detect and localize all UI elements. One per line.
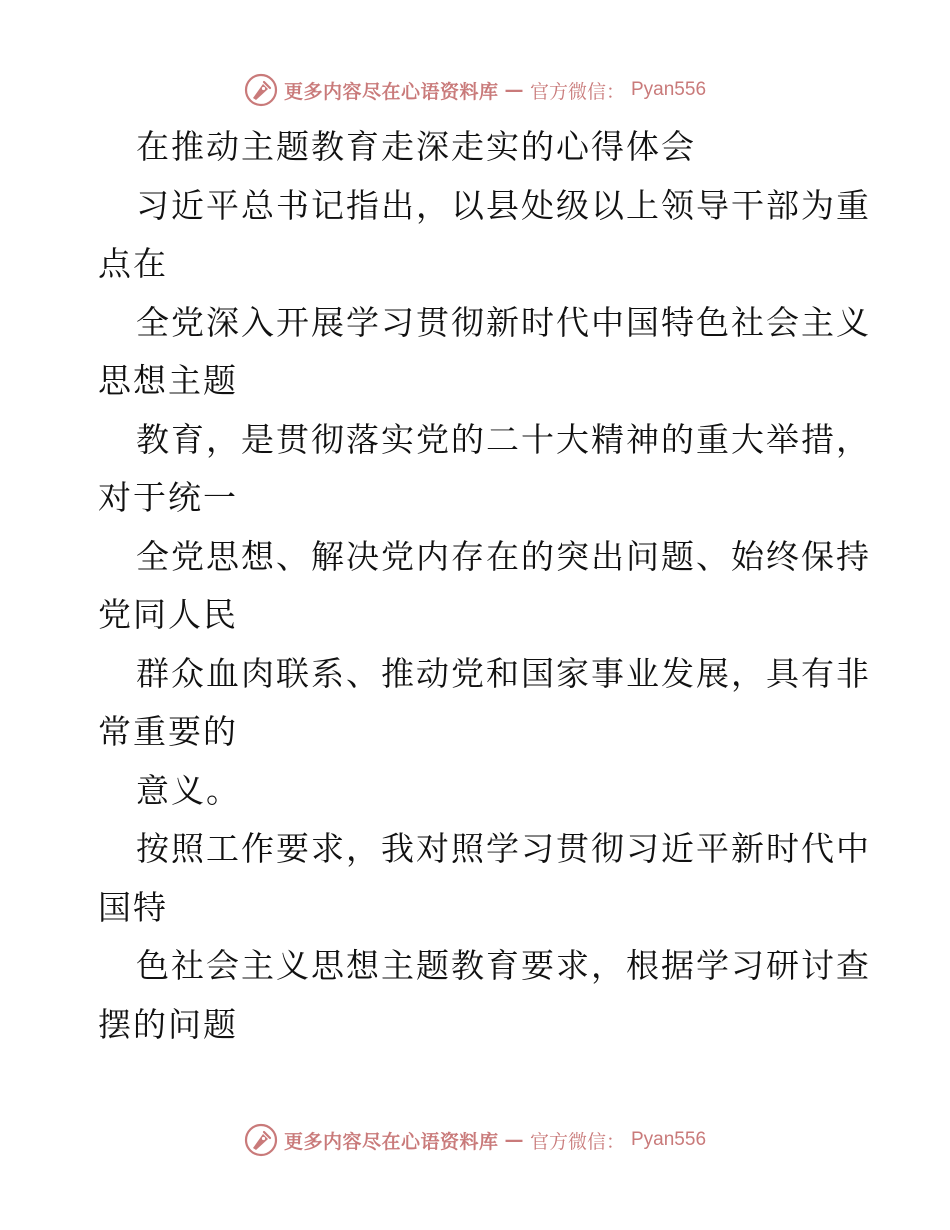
document-line: 色社会主义思想主题教育要求，根据学习研讨查: [136, 946, 871, 985]
document-line: 国特: [98, 887, 168, 927]
pen-nib-logo-icon: [244, 1123, 278, 1157]
document-line: 习近平总书记指出，以县处级以上领导干部为重: [136, 185, 871, 225]
document-line: 思想主题: [98, 361, 238, 400]
document-line: 常重要的: [98, 712, 238, 751]
document-line: 按照工作要求，我对照学习贯彻习近平新时代中: [136, 829, 871, 868]
footer-banner: [0, 1120, 950, 1160]
banner-wechat-id: Pyan556: [631, 1129, 707, 1150]
document-line: 摆的问题: [98, 1004, 238, 1044]
document-line: 意义。: [136, 770, 241, 810]
document-title: 在推动主题教育走深走实的心得体会: [136, 127, 696, 166]
document-line: 教育，是贯彻落实党的二十大精神的重大举措，: [136, 419, 871, 459]
pen-nib-logo-icon: [244, 73, 278, 107]
banner-wechat-label: 官方微信：: [529, 80, 625, 103]
banner-brand-text: 更多内容尽在心语资料库: [283, 80, 499, 103]
banner-wechat-label: 官方微信：: [529, 1130, 625, 1153]
document-line: 群众血肉联系、推动党和国家事业发展，具有非: [136, 653, 871, 693]
header-banner: [0, 70, 950, 110]
banner-brand-text: 更多内容尽在心语资料库: [283, 1130, 499, 1153]
document-line: 点在: [98, 244, 168, 283]
document-line: 对于统一: [98, 478, 238, 517]
banner-separator: —: [504, 79, 524, 101]
document-body: [98, 118, 871, 1054]
banner-wechat-id: Pyan556: [631, 79, 707, 100]
banner-separator: —: [504, 1129, 524, 1151]
document-line: 党同人民: [98, 595, 238, 634]
document-line: 全党思想、解决党内存在的突出问题、始终保持: [136, 536, 871, 576]
document-line: 全党深入开展学习贯彻新时代中国特色社会主义: [136, 302, 871, 342]
